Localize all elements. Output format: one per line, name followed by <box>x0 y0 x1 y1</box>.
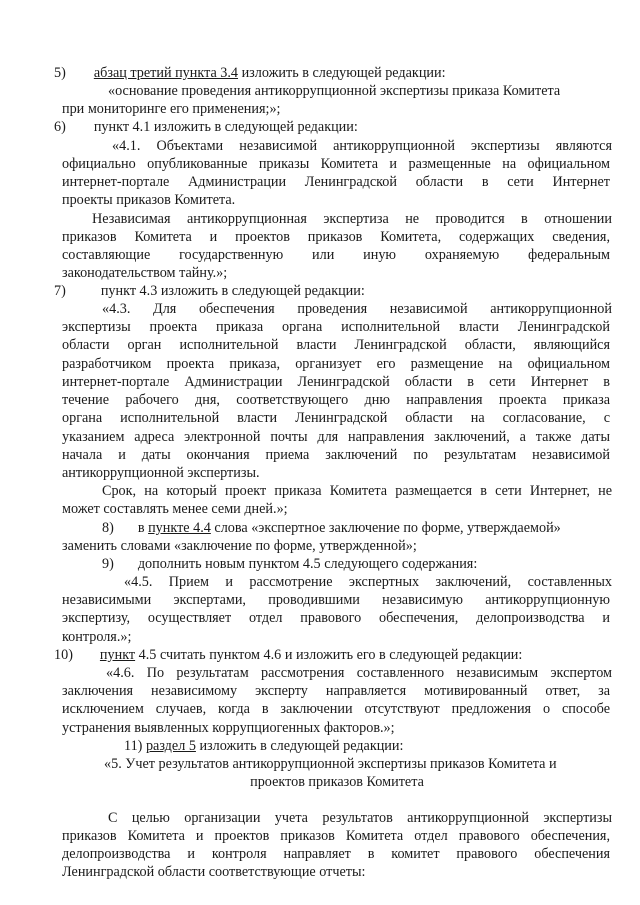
item-number: 11) <box>124 738 146 754</box>
item-11-link[interactable]: раздел 5 <box>145 738 196 754</box>
text-line: заключения независимому эксперту направляется мотивированный ответ, за <box>62 683 610 699</box>
text-line: Срок, на который проект приказа Комитета размещается в сети Интернет, не <box>102 483 612 499</box>
item-9-head: дополнить новым пунктом 4.5 следующего содержания: <box>137 556 478 572</box>
text-line: приказов Комитета и проектов приказов Комитета отдел правового обеспечения, <box>62 828 610 844</box>
text-line: Ленинградской области соответствующие отчеты: <box>62 864 366 880</box>
text-line: приказов Комитета и проектов приказов Комитета, содержащих сведения, <box>62 229 610 245</box>
text-line: официально опубликованные приказы Комитета и размещенные на официальном <box>62 156 610 172</box>
text-line: устранения выявленных коррупциогенных факторов.»; <box>62 720 395 736</box>
text-line: экспертизу, осуществляет отдел правового обеспечения, делопроизводства и <box>62 610 610 626</box>
item-8-pre: в <box>137 520 149 536</box>
text-line: «4.3. Для обеспечения проведения независимой антикоррупционной <box>102 301 612 317</box>
text-line: законодательством тайну.»; <box>62 265 228 281</box>
item-5-heading <box>54 64 602 82</box>
text-line: разработчиком проекта приказа, организует его размещение на официальном <box>62 356 610 372</box>
item-number: 6) <box>54 119 66 135</box>
text-line: делопроизводства и контроля направляет в комитет правового обеспечения <box>62 846 610 862</box>
item-6-head: пункт 4.1 изложить в следующей редакции: <box>93 119 358 135</box>
text-line: экспертизы проекта приказа органа исполнительной власти Ленинградской <box>62 319 610 335</box>
item-9-heading <box>102 555 612 573</box>
item-5-rest: изложить в следующей редакции: <box>238 65 446 81</box>
text-line: независимыми экспертами, проводившими независимую антикоррупционную <box>62 592 610 608</box>
item-7-heading <box>54 282 602 300</box>
text-line: С целью организации учета результатов антикоррупционной экспертизы <box>108 810 612 826</box>
text-line: исключением случаев, когда в заключении отсутствуют предложения о способе <box>62 701 610 717</box>
text-line: «4.6. По результатам рассмотрения составленного независимым экспертом <box>106 665 612 681</box>
item-number: 7) <box>54 283 66 299</box>
text-line: интернет-портале Администрации Ленинградской области в сети Интернет <box>62 174 610 190</box>
item-5-quote-line: «основание проведения антикоррупционной экспертизы приказа Комитета <box>108 83 561 99</box>
text-line: течение рабочего дня, соответствующего дню направления проекта приказа <box>62 392 610 408</box>
item-number: 10) <box>54 647 73 663</box>
item-8-link[interactable]: пункте 4.4 <box>148 520 211 536</box>
item-8-heading <box>102 519 612 537</box>
text-line: указанием адреса электронной почты для направления заключений, а также даты <box>62 429 610 445</box>
item-number: 5) <box>54 65 66 81</box>
text-line: области орган исполнительной власти Ленинградской области, являющийся <box>62 337 610 353</box>
item-6-heading <box>54 118 602 136</box>
text-line: проекты приказов Комитета. <box>62 192 236 208</box>
item-8-rest: слова «экспертное заключение по форме, утверждаемой» <box>210 520 561 536</box>
item-11-heading <box>124 737 612 755</box>
item-number: 8) <box>102 520 114 536</box>
text-line: «4.1. Объектами независимой антикоррупционной экспертизы являются <box>112 138 612 154</box>
item-5-quote-line: при мониторинге его применения;»; <box>62 101 281 117</box>
text-line: заменить словами «заключение по форме, утвержденной»; <box>62 538 417 554</box>
item-11-rest: изложить в следующей редакции: <box>195 738 404 754</box>
text-line: «4.5. Прием и рассмотрение экспертных заключений, составленных <box>124 574 612 590</box>
text-line: антикоррупционной экспертизы. <box>62 465 260 481</box>
item-5-link[interactable]: абзац третий пункта 3.4 <box>93 65 239 81</box>
item-10-heading <box>54 646 614 664</box>
item-10-rest: 4.5 считать пунктом 4.6 и изложить его в следующей редакции: <box>135 647 523 663</box>
item-7-head: пункт 4.3 изложить в следующей редакции: <box>100 283 365 299</box>
section-title-line: проектов приказов Комитета <box>250 774 424 790</box>
text-line: составляющие государственную или иную охраняемую федеральным <box>62 247 610 263</box>
text-line: начала и даты окончания приема заключений по результатам независимой <box>62 447 610 463</box>
section-title-line: «5. Учет результатов антикоррупционной экспертизы приказов Комитета и <box>104 756 557 772</box>
text-line: интернет-портале Администрации Ленинградской области в сети Интернет в <box>62 374 610 390</box>
item-number: 9) <box>102 556 114 572</box>
text-line: может составлять менее семи дней.»; <box>62 501 288 517</box>
text-line: органа исполнительной власти Ленинградской области на согласование, с <box>62 410 610 426</box>
text-line: Независимая антикоррупционная экспертиза не проводится в отношении <box>92 211 612 227</box>
text-line: контроля.»; <box>62 629 132 645</box>
item-10-link[interactable]: пункт <box>99 647 136 663</box>
